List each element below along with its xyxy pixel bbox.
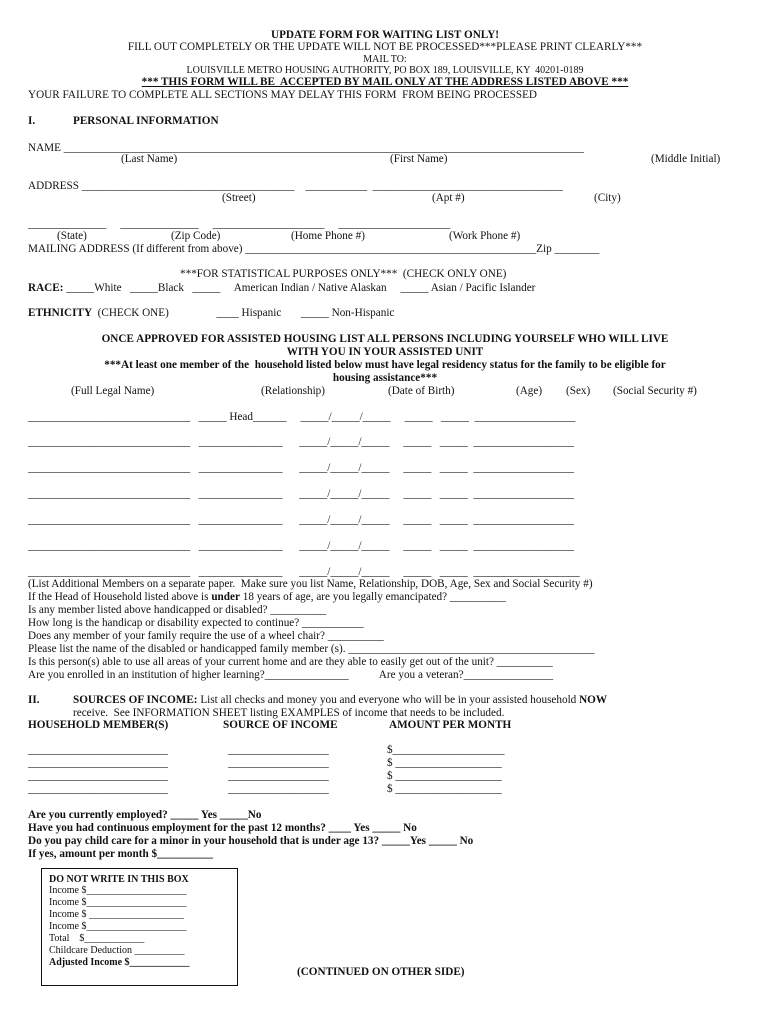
employed-question[interactable]: Are you currently employed? _____ Yes _____No (28, 809, 262, 821)
state-label: (State) (57, 230, 87, 242)
apt-label: (Apt #) (432, 192, 465, 204)
wheelchair-question[interactable]: Does any member of your family require the use of a wheel chair? __________ (28, 630, 384, 642)
household-heading: ONCE APPROVED FOR ASSISTED HOUSING LIST ALL PERSONS INCLUDING YOURSELF WHO WILL LIVE (101, 333, 669, 345)
income-source-field[interactable]: __________________ (228, 744, 329, 756)
income-amount-field[interactable]: $____________________ (387, 744, 505, 756)
col-source: SOURCE OF INCOME (223, 719, 338, 731)
household-heading-2: WITH YOU IN YOUR ASSISTED UNIT (286, 346, 484, 358)
continuous-employment-question[interactable]: Have you had continuous employment for the past 12 months? ____ Yes _____ No (28, 822, 417, 834)
income-source-field[interactable]: __________________ (228, 757, 329, 769)
section-number: I. (28, 115, 36, 127)
col-ssn: (Social Security #) (613, 385, 697, 397)
additional-members-note: (List Additional Members on a separate paper. Make sure you list Name, Relationship, DOB, Age, Sex and Social Security #) (28, 578, 593, 590)
home-phone-label: (Home Phone #) (291, 230, 365, 242)
col-age: (Age) (516, 385, 543, 397)
form-title: UPDATE FORM FOR WAITING LIST ONLY! (270, 29, 500, 41)
race-options[interactable]: _____White _____Black _____ American Indian / Native Alaskan _____ Asian / Pacific Islander (63, 282, 536, 294)
household-row[interactable]: _____________________________ _______________ _____/_____/_____ _____ _____ __________________ (28, 488, 575, 500)
mail-only-notice: *** THIS FORM WILL BE ACCEPTED BY MAIL ONLY AT THE ADDRESS LISTED ABOVE *** (141, 76, 629, 88)
disability-duration-question[interactable]: How long is the handicap or disability expected to continue? ___________ (28, 617, 364, 629)
state-zip-phone-fields[interactable]: ______________ ______________ ____________________ ____________________ (28, 218, 451, 230)
mail-to: MAIL TO: (363, 54, 407, 65)
zip-label: (Zip Code) (171, 230, 221, 242)
first-name-label: (First Name) (390, 153, 448, 165)
income-member-field[interactable]: _________________________ (28, 783, 168, 795)
disabled-question[interactable]: Is any member listed above handicapped or disabled? __________ (28, 604, 327, 616)
ethnicity-options[interactable]: (CHECK ONE) ____ Hispanic _____ Non-Hispanic (92, 307, 395, 319)
childcare-amount-field[interactable]: If yes, amount per month $__________ (28, 848, 214, 860)
col-relationship: (Relationship) (261, 385, 326, 397)
household-row[interactable]: _____________________________ _______________ _____/_____/_____ _____ _____ __________________ (28, 540, 575, 552)
work-phone-label: (Work Phone #) (449, 230, 521, 242)
instruction-line: FILL OUT COMPLETELY OR THE UPDATE WILL NOT BE PROCESSED***PLEASE PRINT CLEARLY*** (127, 41, 643, 53)
office-income-line: Income $ ___________________ (49, 909, 184, 920)
income-description: SOURCES OF INCOME: List all checks and money you and everyone who will be in your assisted household NOW (73, 694, 608, 706)
ethnicity-label: ETHNICITY (28, 307, 93, 319)
office-use-box (41, 868, 238, 986)
mailing-address: LOUISVILLE METRO HOUSING AUTHORITY, PO BOX 189, LOUISVILLE, KY 40201-0189 (186, 65, 584, 76)
income-source-field[interactable]: __________________ (228, 770, 329, 782)
last-name-label: (Last Name) (121, 153, 178, 165)
income-amount-field[interactable]: $ ___________________ (387, 783, 502, 795)
household-row-head[interactable]: _____________________________ _____ Head______ _____/_____/_____ _____ _____ __________________ (28, 411, 576, 423)
disabled-member-name-field[interactable]: Please list the name of the disabled or handicapped family member (s). ____________________________________________ (28, 643, 595, 655)
col-household-member: HOUSEHOLD MEMBER(S) (28, 719, 169, 731)
office-box-title: DO NOT WRITE IN THIS BOX (49, 874, 189, 885)
office-total-line: Total $____________ (49, 933, 145, 944)
col-dob: (Date of Birth) (388, 385, 455, 397)
street-label: (Street) (222, 192, 256, 204)
childcare-question[interactable]: Do you pay child care for a minor in your household that is under age 13? _____Yes _____ No (28, 835, 474, 847)
failure-notice: YOUR FAILURE TO COMPLETE ALL SECTIONS MAY DELAY THIS FORM FROM BEING PROCESSED (28, 89, 537, 101)
household-row[interactable]: _____________________________ _______________ _____/_____/_____ _____ _____ __________________ (28, 462, 575, 474)
office-income-line: Income $____________________ (49, 921, 187, 932)
section2-number: II. (28, 694, 40, 706)
household-row[interactable]: _____________________________ _______________ _____/_____/_____ _____ _____ __________________ (28, 436, 575, 448)
income-amount-field[interactable]: $ ___________________ (387, 770, 502, 782)
address-field[interactable]: ADDRESS ______________________________________ ___________ __________________________________ (28, 180, 563, 192)
income-description-2: receive. See INFORMATION SHEET listing EXAMPLES of income that needs to be included. (73, 707, 505, 719)
residency-note: ***At least one member of the household listed below must have legal residency status for the family to be eligible for (104, 359, 666, 371)
household-row[interactable]: _____________________________ _______________ _____/_____/_____ _____ _____ __________________ (28, 514, 575, 526)
accessibility-question[interactable]: Is this person(s) able to use all areas of your current home and are they able to easily get out of the unit? __________ (28, 656, 553, 668)
city-label: (City) (594, 192, 621, 204)
col-amount: AMOUNT PER MONTH (389, 719, 512, 731)
income-amount-field[interactable]: $ ___________________ (387, 757, 502, 769)
residency-note-2: housing assistance*** (332, 372, 438, 384)
name-field[interactable]: NAME _____________________________________________________________________________________________ (28, 142, 584, 154)
mailing-address-field[interactable]: MAILING ADDRESS (If different from above) ____________________________________________________Zip ________ (28, 243, 600, 255)
statistical-note: ***FOR STATISTICAL PURPOSES ONLY*** (CHECK ONLY ONE) (180, 268, 507, 280)
income-source-field[interactable]: __________________ (228, 783, 329, 795)
income-member-field[interactable]: _________________________ (28, 744, 168, 756)
section-title: PERSONAL INFORMATION (73, 115, 219, 127)
race-label: RACE: (28, 282, 64, 294)
col-full-name: (Full Legal Name) (71, 385, 155, 397)
col-sex: (Sex) (566, 385, 591, 397)
office-adjusted-income: Adjusted Income $____________ (49, 957, 190, 968)
office-income-line: Income $____________________ (49, 885, 187, 896)
emancipated-question: If the Head of Household listed above is under 18 years of age, are you legally emancipated? __________ (28, 591, 506, 603)
middle-initial-label: (Middle Initial) (651, 153, 721, 165)
income-member-field[interactable]: _________________________ (28, 770, 168, 782)
household-row[interactable]: _____________________________ _______________ _____/_____/_____ _____ _____ ___________________ (28, 566, 580, 578)
continued-note: (CONTINUED ON OTHER SIDE) (297, 966, 465, 978)
office-income-line: Income $____________________ (49, 897, 187, 908)
education-veteran-question[interactable]: Are you enrolled in an institution of higher learning?_______________ Are you a veteran?________________ (28, 669, 554, 681)
income-member-field[interactable]: _________________________ (28, 757, 168, 769)
office-childcare-line: Childcare Deduction __________ (49, 945, 185, 956)
